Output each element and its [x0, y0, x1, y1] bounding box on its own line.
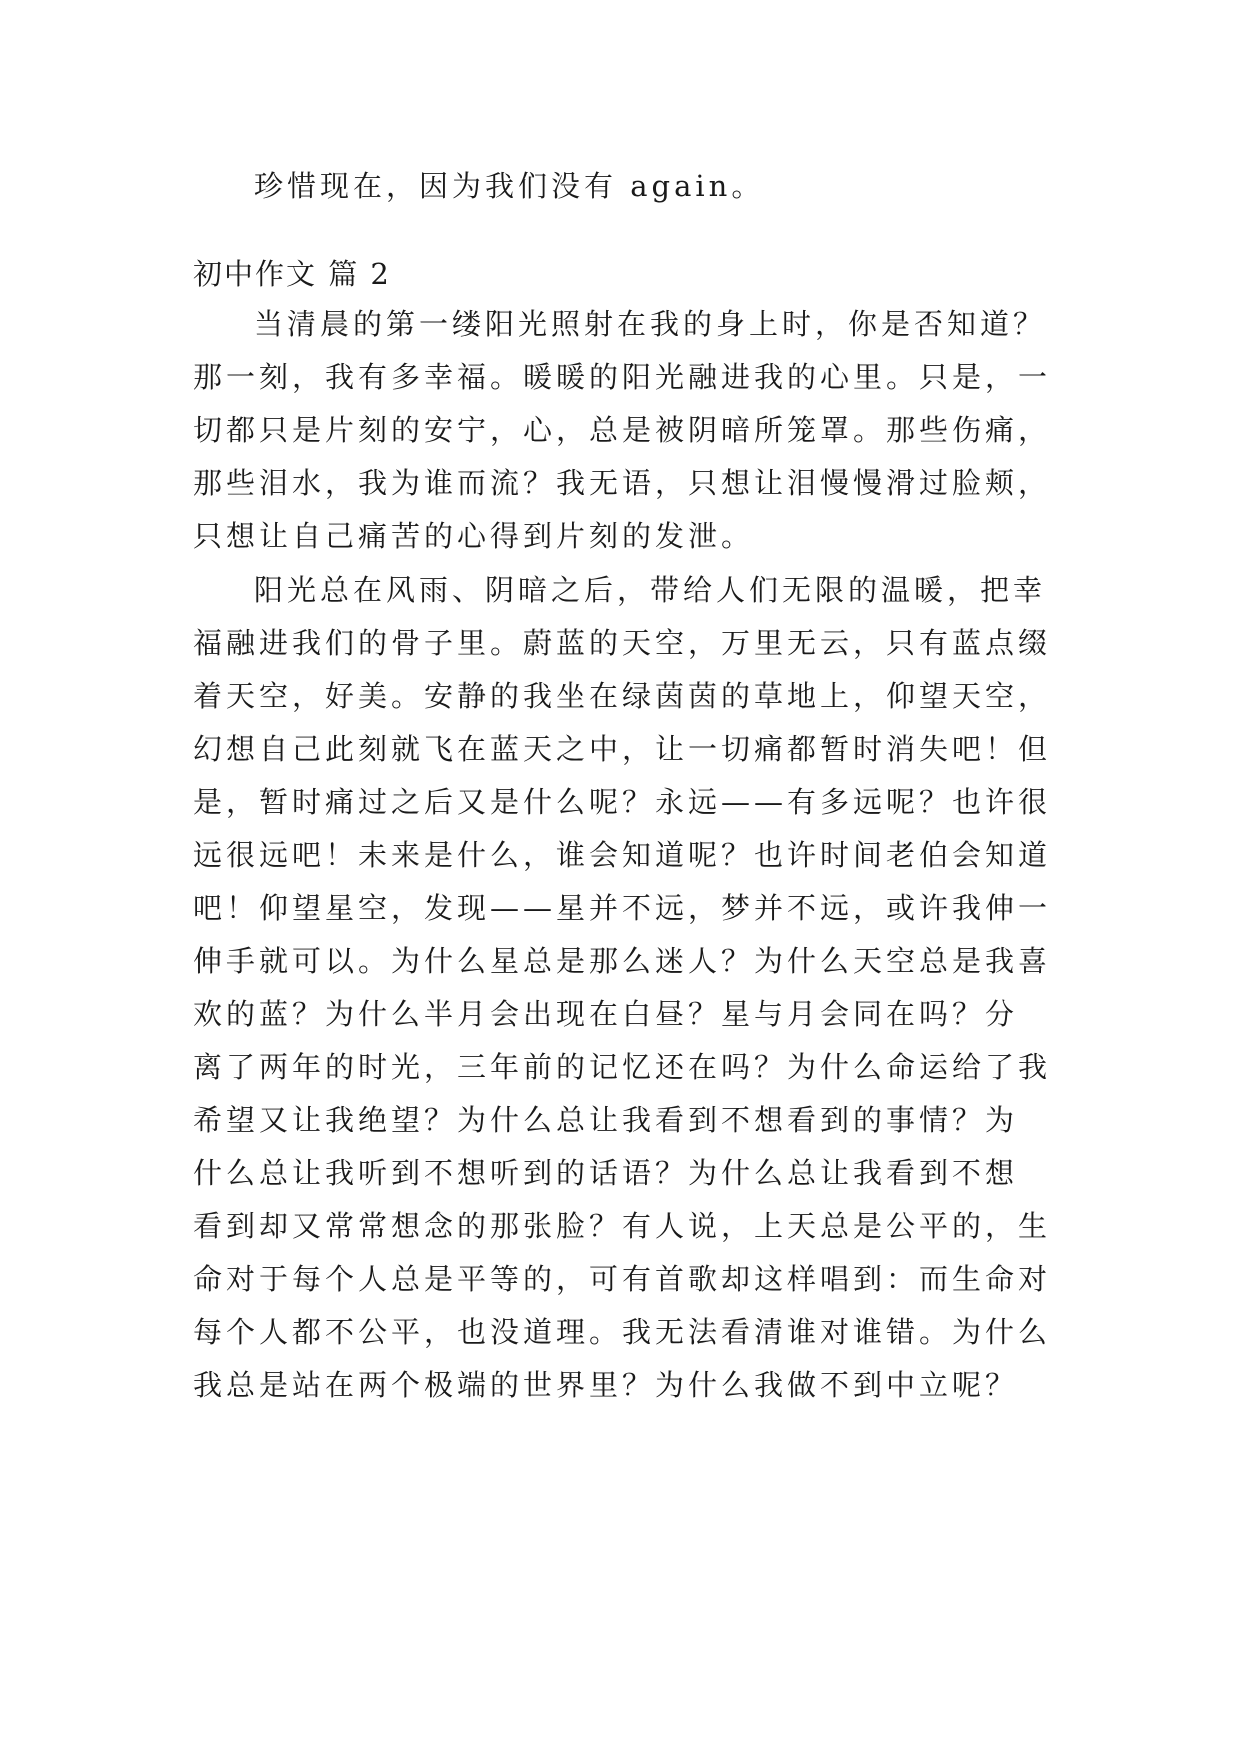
paragraph-line: 那些泪水，我为谁而流？我无语，只想让泪慢慢滑过脸颊， — [193, 466, 1052, 500]
paragraph-line: 切都只是片刻的安宁，心，总是被阴暗所笼罩。那些伤痛， — [193, 413, 1052, 447]
paragraph-line: 我总是站在两个极端的世界里？为什么我做不到中立呢？ — [193, 1368, 1019, 1402]
paragraph-line: 吧！仰望星空，发现——星并不远，梦并不远，或许我伸一 — [193, 891, 1052, 925]
paragraph-line: 伸手就可以。为什么星总是那么迷人？为什么天空总是我喜 — [193, 944, 1052, 978]
paragraph-line: 是，暂时痛过之后又是什么呢？永远——有多远呢？也许很 — [193, 785, 1052, 819]
paragraph-line: 什么总让我听到不想听到的话语？为什么总让我看到不想 — [193, 1156, 1019, 1190]
closing-line: 珍惜现在，因为我们没有 again。 — [254, 169, 765, 203]
section-heading: 初中作文 篇 2 — [193, 257, 391, 291]
paragraph-line: 阳光总在风雨、阴暗之后，带给人们无限的温暖，把幸 — [254, 573, 1047, 607]
paragraph-line: 幻想自己此刻就飞在蓝天之中，让一切痛都暂时消失吧！但 — [193, 732, 1052, 766]
paragraph-line: 远很远吧！未来是什么，谁会知道呢？也许时间老伯会知道 — [193, 838, 1052, 872]
paragraph-line: 当清晨的第一缕阳光照射在我的身上时，你是否知道？ — [254, 307, 1047, 341]
paragraph-line: 只想让自己痛苦的心得到片刻的发泄。 — [193, 519, 755, 553]
paragraph-line: 那一刻，我有多幸福。暖暖的阳光融进我的心里。只是，一 — [193, 360, 1052, 394]
paragraph-line: 离了两年的时光，三年前的记忆还在吗？为什么命运给了我 — [193, 1050, 1052, 1084]
paragraph-line: 看到却又常常想念的那张脸？有人说，上天总是公平的，生 — [193, 1209, 1052, 1243]
paragraph-line: 着天空，好美。安静的我坐在绿茵茵的草地上，仰望天空， — [193, 679, 1052, 713]
paragraph-line: 每个人都不公平，也没道理。我无法看清谁对谁错。为什么 — [193, 1315, 1052, 1349]
paragraph-line: 命对于每个人总是平等的，可有首歌却这样唱到：而生命对 — [193, 1262, 1052, 1296]
paragraph-line: 福融进我们的骨子里。蔚蓝的天空，万里无云，只有蓝点缀 — [193, 626, 1052, 660]
paragraph-line: 希望又让我绝望？为什么总让我看到不想看到的事情？为 — [193, 1103, 1019, 1137]
paragraph-line: 欢的蓝？为什么半月会出现在白昼？星与月会同在吗？分 — [193, 997, 1019, 1031]
